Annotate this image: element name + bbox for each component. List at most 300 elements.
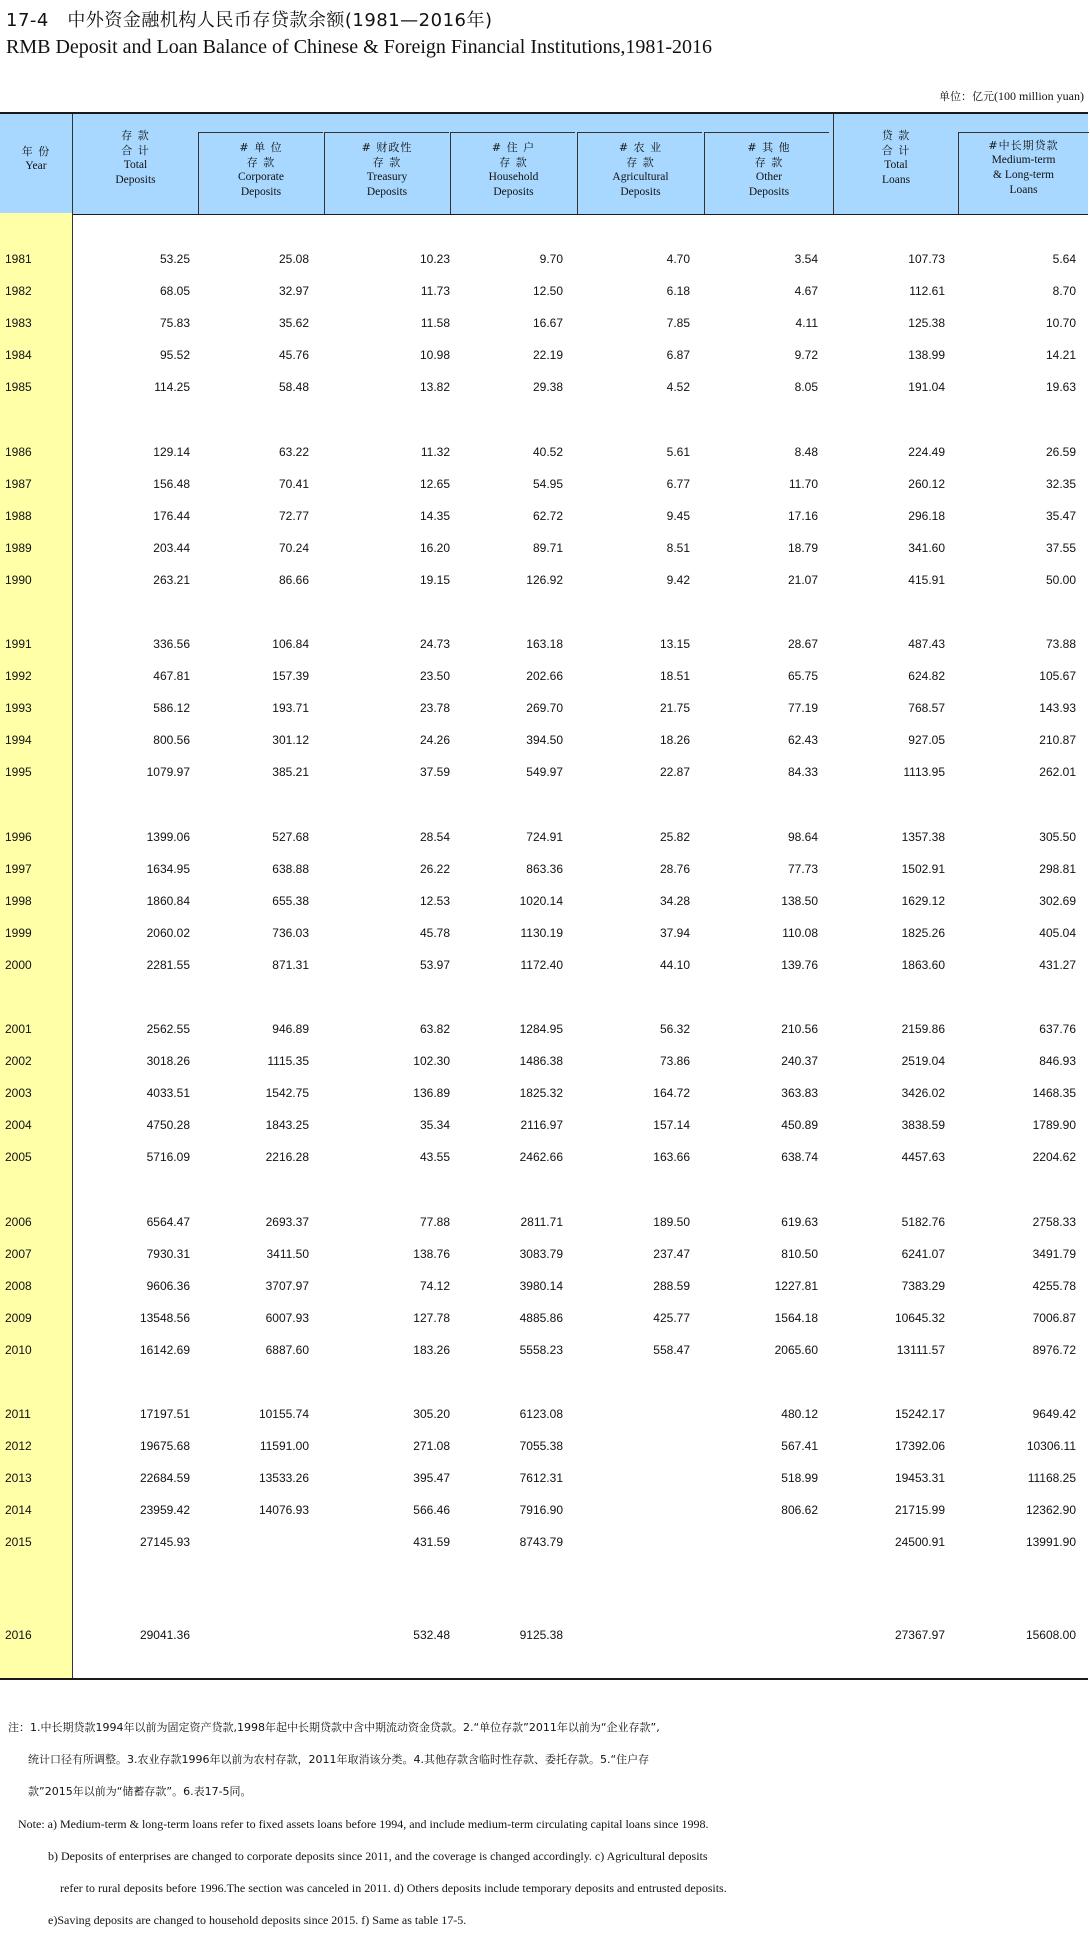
value-cell: 927.05 [908, 733, 945, 747]
value-cell: 73.88 [1045, 637, 1076, 651]
value-cell: 7930.31 [146, 1247, 190, 1261]
value-cell: 394.50 [526, 733, 563, 747]
value-cell: 45.76 [278, 348, 309, 362]
year-cell: 2006 [5, 1215, 32, 1229]
year-cell: 1988 [5, 509, 32, 523]
table-header [0, 112, 1088, 215]
value-cell: 2693.37 [265, 1215, 309, 1229]
value-cell: 624.82 [908, 669, 945, 683]
value-cell: 89.71 [532, 541, 563, 555]
value-cell: 3838.59 [901, 1118, 945, 1132]
year-cell: 1986 [5, 445, 32, 459]
value-cell: 2519.04 [901, 1054, 945, 1068]
table-row [0, 701, 1088, 721]
header-treasury-deposits: # 财政性 存 款 Treasury Deposits [361, 141, 413, 198]
value-cell: 1860.84 [146, 894, 190, 908]
value-cell: 6.18 [666, 284, 690, 298]
value-cell: 14.35 [419, 509, 450, 523]
value-cell: 5716.09 [146, 1150, 190, 1164]
value-cell: 6123.08 [519, 1407, 563, 1421]
value-cell: 467.81 [153, 669, 190, 683]
value-cell: 724.91 [526, 830, 563, 844]
value-cell: 29.38 [532, 380, 563, 394]
value-cell: 638.88 [272, 862, 309, 876]
value-cell: 549.97 [526, 765, 563, 779]
value-cell: 3491.79 [1032, 1247, 1076, 1261]
table-row [0, 445, 1088, 465]
value-cell: 23959.42 [139, 1503, 190, 1517]
value-cell: 34.28 [659, 894, 690, 908]
value-cell: 7916.90 [519, 1503, 563, 1517]
value-cell: 27145.93 [139, 1535, 190, 1549]
value-cell: 1825.26 [901, 926, 945, 940]
value-cell: 262.01 [1039, 765, 1076, 779]
value-cell: 14.21 [1045, 348, 1076, 362]
value-cell: 532.48 [413, 1628, 450, 1642]
year-cell: 2005 [5, 1150, 32, 1164]
value-cell: 22.19 [532, 348, 563, 362]
value-cell: 13533.26 [258, 1471, 309, 1485]
note-en-line: b) Deposits of enterprises are changed to corporate deposits since 2011, and the coverage is changed accordingly. c) Agricultural deposits [48, 1849, 708, 1863]
value-cell: 56.32 [659, 1022, 690, 1036]
value-cell: 296.18 [908, 509, 945, 523]
value-cell: 7383.29 [901, 1279, 945, 1293]
year-cell: 1991 [5, 637, 32, 651]
year-cell: 2014 [5, 1503, 32, 1517]
value-cell: 263.21 [153, 573, 190, 587]
value-cell: 18.79 [787, 541, 818, 555]
value-cell: 203.44 [153, 541, 190, 555]
value-cell: 806.62 [781, 1503, 818, 1517]
table-row [0, 1407, 1088, 1427]
value-cell: 4457.63 [901, 1150, 945, 1164]
value-cell: 10306.11 [1026, 1439, 1076, 1453]
header-year: 年 份 Year [21, 145, 51, 172]
page-title-cn: 17-4 中外资金融机构人民币存贷款余额(1981—2016年) [6, 10, 493, 31]
value-cell: 62.72 [532, 509, 563, 523]
value-cell: 19453.31 [894, 1471, 945, 1485]
table-row [0, 894, 1088, 914]
value-cell: 1115.35 [267, 1054, 309, 1068]
year-cell: 2004 [5, 1118, 32, 1132]
value-cell: 15608.00 [1025, 1628, 1076, 1642]
value-cell: 26.59 [1045, 445, 1076, 459]
value-cell: 425.77 [653, 1311, 690, 1325]
year-cell: 1994 [5, 733, 32, 747]
table-row [0, 1118, 1088, 1138]
value-cell: 189.50 [653, 1215, 690, 1229]
table-row [0, 541, 1088, 561]
value-cell: 415.91 [908, 573, 945, 587]
year-cell: 1995 [5, 765, 32, 779]
value-cell: 202.66 [526, 669, 563, 683]
value-cell: 237.47 [653, 1247, 690, 1261]
value-cell: 11168.25 [1027, 1471, 1076, 1485]
value-cell: 22.87 [659, 765, 690, 779]
value-cell: 8976.72 [1032, 1343, 1076, 1357]
value-cell: 863.36 [526, 862, 563, 876]
value-cell: 11.70 [788, 477, 818, 491]
value-cell: 810.50 [781, 1247, 818, 1261]
value-cell: 2216.28 [265, 1150, 309, 1164]
value-cell: 74.12 [419, 1279, 450, 1293]
value-cell: 32.35 [1045, 477, 1076, 491]
value-cell: 13.82 [419, 380, 450, 394]
table-row [0, 1343, 1088, 1363]
value-cell: 35.34 [419, 1118, 450, 1132]
value-cell: 1399.06 [146, 830, 190, 844]
value-cell: 29041.36 [139, 1628, 190, 1642]
value-cell: 946.89 [272, 1022, 309, 1036]
value-cell: 72.77 [278, 509, 309, 523]
value-cell: 2204.62 [1032, 1150, 1076, 1164]
value-cell: 45.78 [419, 926, 450, 940]
value-cell: 95.52 [159, 348, 190, 362]
value-cell: 341.60 [908, 541, 945, 555]
value-cell: 77.73 [787, 862, 818, 876]
table-row [0, 1086, 1088, 1106]
value-cell: 77.19 [787, 701, 818, 715]
value-cell: 40.52 [532, 445, 563, 459]
value-cell: 19.15 [419, 573, 450, 587]
value-cell: 13111.57 [896, 1343, 945, 1357]
value-cell: 450.89 [781, 1118, 818, 1132]
table-row [0, 284, 1088, 304]
table-row [0, 926, 1088, 946]
value-cell: 11591.00 [259, 1439, 309, 1453]
value-cell: 163.18 [526, 637, 563, 651]
value-cell: 12362.90 [1025, 1503, 1076, 1517]
value-cell: 139.76 [781, 958, 818, 972]
value-cell: 566.46 [413, 1503, 450, 1517]
value-cell: 1486.38 [519, 1054, 563, 1068]
value-cell: 23.78 [419, 701, 450, 715]
value-cell: 405.04 [1039, 926, 1076, 940]
footnotes [8, 1712, 1078, 1936]
value-cell: 10155.74 [258, 1407, 309, 1421]
table-row [0, 1247, 1088, 1267]
value-cell: 6.77 [666, 477, 690, 491]
value-cell: 736.03 [272, 926, 309, 940]
value-cell: 9125.38 [519, 1628, 563, 1642]
value-cell: 4885.86 [519, 1311, 563, 1325]
value-cell: 125.38 [908, 316, 945, 330]
value-cell: 18.51 [659, 669, 690, 683]
value-cell: 4.70 [666, 252, 690, 266]
value-cell: 24.73 [419, 637, 450, 651]
value-cell: 54.95 [532, 477, 563, 491]
year-cell: 1997 [5, 862, 32, 876]
year-cell: 2002 [5, 1054, 32, 1068]
value-cell: 431.27 [1039, 958, 1076, 972]
year-cell: 2015 [5, 1535, 32, 1549]
value-cell: 23.50 [419, 669, 450, 683]
table-row [0, 765, 1088, 785]
value-cell: 13991.90 [1025, 1535, 1076, 1549]
value-cell: 1789.90 [1032, 1118, 1076, 1132]
value-cell: 70.41 [278, 477, 309, 491]
value-cell: 487.43 [908, 637, 945, 651]
value-cell: 53.97 [419, 958, 450, 972]
year-cell: 2009 [5, 1311, 32, 1325]
value-cell: 301.12 [272, 733, 309, 747]
value-cell: 298.81 [1039, 862, 1076, 876]
table-row [0, 316, 1088, 336]
table-row [0, 380, 1088, 400]
value-cell: 1079.97 [146, 765, 190, 779]
value-cell: 3083.79 [519, 1247, 563, 1261]
year-cell: 2016 [5, 1628, 32, 1642]
value-cell: 75.83 [159, 316, 190, 330]
year-cell: 1996 [5, 830, 32, 844]
table-row [0, 1215, 1088, 1235]
header-agricultural-deposits: # 农 业 存 款 Agricultural Deposits [612, 141, 669, 198]
value-cell: 5.64 [1052, 252, 1076, 266]
value-cell: 395.47 [413, 1471, 450, 1485]
year-cell: 2007 [5, 1247, 32, 1261]
unit-label-en: (100 million yuan) [994, 89, 1084, 103]
value-cell: 163.66 [653, 1150, 690, 1164]
page-title-en: RMB Deposit and Loan Balance of Chinese & Foreign Financial Institutions,1981-2016 [6, 36, 713, 58]
value-cell: 21715.99 [894, 1503, 945, 1517]
value-cell: 157.39 [272, 669, 309, 683]
value-cell: 10.70 [1045, 316, 1076, 330]
value-cell: 527.68 [272, 830, 309, 844]
value-cell: 21.75 [659, 701, 690, 715]
value-cell: 58.48 [278, 380, 309, 394]
value-cell: 260.12 [908, 477, 945, 491]
value-cell: 2462.66 [519, 1150, 563, 1164]
value-cell: 4033.51 [146, 1086, 190, 1100]
value-cell: 5.61 [666, 445, 690, 459]
value-cell: 35.47 [1045, 509, 1076, 523]
value-cell: 1825.32 [519, 1086, 563, 1100]
value-cell: 800.56 [153, 733, 190, 747]
table-row [0, 509, 1088, 529]
value-cell: 105.67 [1039, 669, 1076, 683]
value-cell: 224.49 [908, 445, 945, 459]
table-row [0, 1279, 1088, 1299]
value-cell: 1130.19 [520, 926, 563, 940]
value-cell: 2060.02 [146, 926, 190, 940]
value-cell: 1564.18 [774, 1311, 818, 1325]
value-cell: 4.11 [795, 316, 818, 330]
value-cell: 846.93 [1039, 1054, 1076, 1068]
value-cell: 12.53 [419, 894, 450, 908]
year-cell: 2010 [5, 1343, 32, 1357]
value-cell: 13548.56 [139, 1311, 190, 1325]
value-cell: 1357.38 [901, 830, 945, 844]
value-cell: 193.71 [272, 701, 309, 715]
unit-label [939, 88, 1084, 104]
value-cell: 269.70 [526, 701, 563, 715]
value-cell: 210.87 [1039, 733, 1076, 747]
note-en-line: e)Saving deposits are changed to household deposits since 2015. f) Same as table 17-5. [48, 1913, 467, 1927]
value-cell: 1502.91 [901, 862, 945, 876]
value-cell: 3018.26 [146, 1054, 190, 1068]
value-cell: 1468.35 [1032, 1086, 1076, 1100]
table-row [0, 477, 1088, 497]
value-cell: 1542.75 [265, 1086, 309, 1100]
value-cell: 44.10 [659, 958, 690, 972]
table-row [0, 637, 1088, 657]
value-cell: 2116.97 [520, 1118, 563, 1132]
value-cell: 363.83 [781, 1086, 818, 1100]
value-cell: 16142.69 [139, 1343, 190, 1357]
value-cell: 12.50 [532, 284, 563, 298]
value-cell: 8.51 [666, 541, 690, 555]
value-cell: 3980.14 [519, 1279, 563, 1293]
value-cell: 10645.32 [894, 1311, 945, 1325]
value-cell: 4.67 [794, 284, 818, 298]
value-cell: 302.69 [1039, 894, 1076, 908]
value-cell: 138.99 [908, 348, 945, 362]
value-cell: 6887.60 [265, 1343, 309, 1357]
table-row [0, 830, 1088, 850]
value-cell: 431.59 [413, 1535, 450, 1549]
value-cell: 6564.47 [146, 1215, 190, 1229]
unit-label-cn: 单位：亿元 [939, 90, 994, 103]
value-cell: 9.70 [539, 252, 563, 266]
value-cell: 7006.87 [1032, 1311, 1076, 1325]
value-cell: 1227.81 [774, 1279, 818, 1293]
value-cell: 86.66 [278, 573, 309, 587]
year-cell: 2012 [5, 1439, 32, 1453]
value-cell: 17.16 [787, 509, 818, 523]
value-cell: 191.04 [908, 380, 945, 394]
year-cell: 1998 [5, 894, 32, 908]
year-cell: 1993 [5, 701, 32, 715]
value-cell: 271.08 [413, 1439, 450, 1453]
value-cell: 84.33 [787, 765, 818, 779]
year-cell: 1987 [5, 477, 32, 491]
value-cell: 73.86 [659, 1054, 690, 1068]
value-cell: 4255.78 [1032, 1279, 1076, 1293]
table-bottom-rule [0, 1678, 1088, 1680]
value-cell: 28.54 [419, 830, 450, 844]
value-cell: 68.05 [159, 284, 190, 298]
value-cell: 157.14 [653, 1118, 690, 1132]
value-cell: 11.58 [420, 316, 450, 330]
value-cell: 16.20 [419, 541, 450, 555]
value-cell: 288.59 [653, 1279, 690, 1293]
table-row [0, 733, 1088, 753]
value-cell: 129.14 [153, 445, 190, 459]
note-en-line: refer to rural deposits before 1996.The section was canceled in 2011. d) Others deposits include temporary deposits and entrusted deposits. [60, 1881, 727, 1895]
value-cell: 655.38 [272, 894, 309, 908]
year-cell: 1992 [5, 669, 32, 683]
value-cell: 28.67 [787, 637, 818, 651]
value-cell: 32.97 [278, 284, 309, 298]
value-cell: 638.74 [781, 1150, 818, 1164]
value-cell: 9649.42 [1032, 1407, 1076, 1421]
note-en-line: Note: a) Medium-term & long-term loans refer to fixed assets loans before 1994, and include medium-term circulating capital loans since 1998. [18, 1817, 709, 1831]
value-cell: 9.45 [666, 509, 690, 523]
value-cell: 1634.95 [146, 862, 190, 876]
value-cell: 6007.93 [265, 1311, 309, 1325]
value-cell: 77.88 [419, 1215, 450, 1229]
table-row [0, 862, 1088, 882]
value-cell: 156.48 [153, 477, 190, 491]
value-cell: 37.55 [1045, 541, 1076, 555]
value-cell: 11.32 [420, 445, 450, 459]
value-cell: 143.93 [1039, 701, 1076, 715]
value-cell: 2562.55 [146, 1022, 190, 1036]
value-cell: 110.08 [782, 926, 818, 940]
year-cell: 1982 [5, 284, 32, 298]
value-cell: 21.07 [787, 573, 818, 587]
value-cell: 4.52 [666, 380, 690, 394]
value-cell: 1172.40 [520, 958, 563, 972]
table-row [0, 958, 1088, 978]
table-row [0, 1022, 1088, 1042]
year-cell: 1981 [5, 252, 32, 266]
value-cell: 98.64 [787, 830, 818, 844]
value-cell: 24500.91 [894, 1535, 945, 1549]
value-cell: 70.24 [278, 541, 309, 555]
value-cell: 50.00 [1045, 573, 1076, 587]
table-row [0, 1471, 1088, 1491]
value-cell: 63.82 [419, 1022, 450, 1036]
value-cell: 240.37 [781, 1054, 818, 1068]
note-cn-line: 款”2015年以前为“储蓄存款”。6.表17-5同。 [28, 1785, 252, 1798]
value-cell: 14076.93 [258, 1503, 309, 1517]
value-cell: 1020.14 [519, 894, 563, 908]
header-household-deposits: # 住 户 存 款 Household Deposits [488, 141, 539, 198]
value-cell: 11.73 [420, 284, 450, 298]
value-cell: 5558.23 [519, 1343, 563, 1357]
value-cell: 7055.38 [519, 1439, 563, 1453]
value-cell: 9.72 [794, 348, 818, 362]
value-cell: 107.73 [908, 252, 945, 266]
value-cell: 5182.76 [901, 1215, 945, 1229]
value-cell: 10.23 [419, 252, 450, 266]
value-cell: 63.22 [278, 445, 309, 459]
value-cell: 43.55 [419, 1150, 450, 1164]
year-cell: 2013 [5, 1471, 32, 1485]
value-cell: 567.41 [781, 1439, 818, 1453]
value-cell: 19675.68 [139, 1439, 190, 1453]
header-corporate-deposits: # 单 位 存 款 Corporate Deposits [238, 141, 284, 198]
table-row [0, 669, 1088, 689]
value-cell: 106.84 [272, 637, 309, 651]
value-cell: 3.54 [794, 252, 818, 266]
table-row [0, 573, 1088, 593]
value-cell: 25.08 [278, 252, 309, 266]
value-cell: 619.63 [781, 1215, 818, 1229]
value-cell: 385.21 [272, 765, 309, 779]
value-cell: 6241.07 [901, 1247, 945, 1261]
value-cell: 1843.25 [265, 1118, 309, 1132]
value-cell: 3411.50 [266, 1247, 309, 1261]
value-cell: 15242.17 [894, 1407, 945, 1421]
value-cell: 7.85 [666, 316, 690, 330]
value-cell: 3707.97 [265, 1279, 309, 1293]
value-cell: 6.87 [666, 348, 690, 362]
value-cell: 558.47 [653, 1343, 690, 1357]
value-cell: 305.50 [1039, 830, 1076, 844]
value-cell: 17392.06 [894, 1439, 945, 1453]
value-cell: 1284.95 [519, 1022, 563, 1036]
value-cell: 27367.97 [894, 1628, 945, 1642]
value-cell: 22684.59 [139, 1471, 190, 1485]
value-cell: 25.82 [659, 830, 690, 844]
value-cell: 37.59 [419, 765, 450, 779]
value-cell: 7612.31 [519, 1471, 563, 1485]
table-row [0, 1150, 1088, 1170]
value-cell: 102.30 [413, 1054, 450, 1068]
value-cell: 138.76 [413, 1247, 450, 1261]
